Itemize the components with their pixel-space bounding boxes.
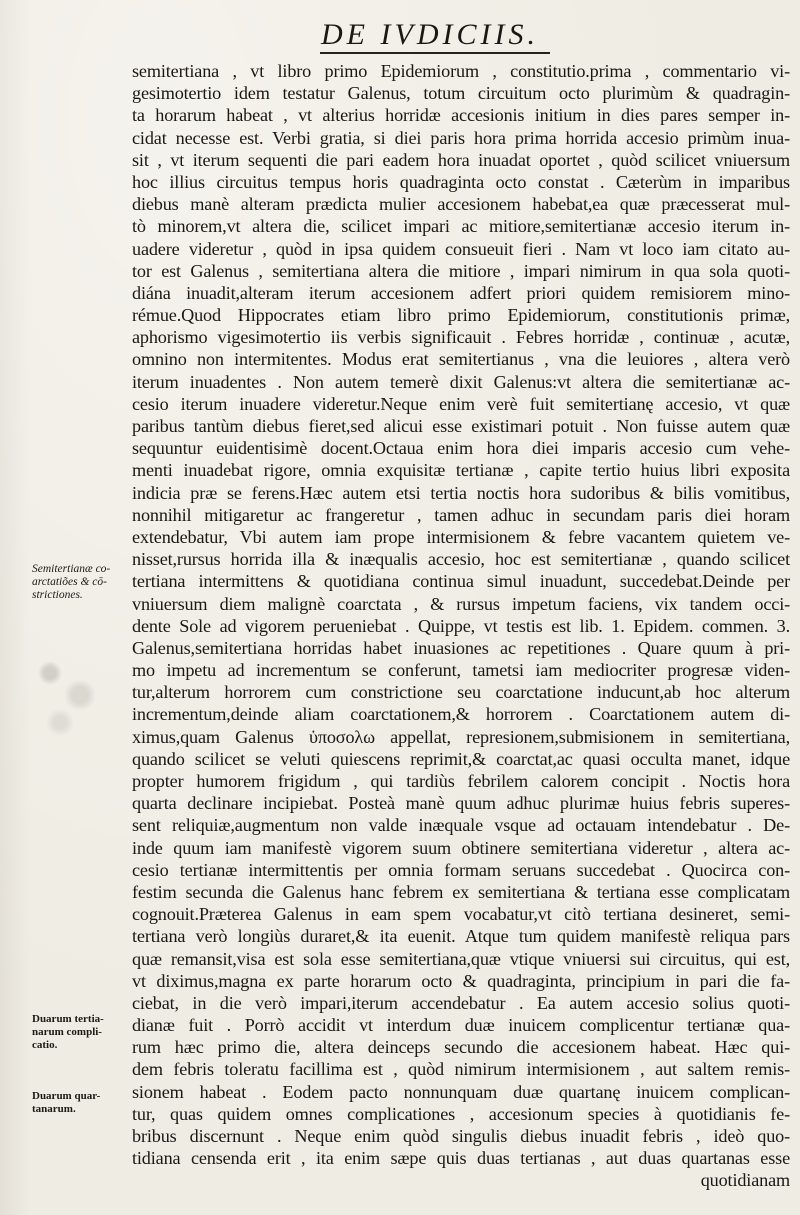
text-line: aphorismo vigesimotertio iis verbis significauit . Febres horridæ , continuæ , acutæ, bbox=[132, 327, 790, 348]
text-line: ciebat, in die verò impari,iterum accendebatur . Ea autem accesio solius quoti- bbox=[132, 992, 790, 1013]
margin-note-duarum-tertianarum bbox=[32, 1013, 132, 1052]
text-line: uadere videretur , quòd in ipsa quidem consueuit fieri . Nam vt loco iam citato au- bbox=[132, 238, 790, 259]
margin-note-line: Duarum tertia- bbox=[32, 1013, 104, 1025]
running-head bbox=[300, 18, 560, 52]
margin-note-duarum-quartanarum bbox=[32, 1090, 132, 1116]
text-line: Galenus,semitertiana horridas habet inuasiones ac repetitiones . Quare quum à pri- bbox=[132, 637, 790, 658]
text-line: vt diximus,magna ex parte horarum octo & quadraginta, principium in pari die fa- bbox=[132, 970, 790, 991]
text-line: nonnihil mitigaretur ac frangeretur , tamen adhuc in secundam paris diei horam bbox=[132, 504, 790, 525]
text-line: dem febris toleratu facillima est , quòd nimirum intermisionem , aut saltem remis- bbox=[132, 1059, 790, 1080]
text-line: nisset,rursus horrida illa & inæqualis accesio, hoc est semitertianæ , quando scilicet bbox=[132, 549, 790, 570]
page-stain bbox=[20, 640, 120, 750]
text-line: tidiana censenda erit , ita enim sæpe quis duas tertianas , aut duas quartanas esse bbox=[132, 1148, 790, 1169]
text-line: semitertiana , vt libro primo Epidemiorum , constitutio.prima , commentario vi- bbox=[132, 61, 790, 81]
text-line: ta horarum habeat , vt alterius horridæ accesionis initium in dies pares semper in- bbox=[132, 105, 790, 126]
margin-note-line: arctatiões & cō- bbox=[32, 576, 107, 588]
text-line: omnino non intermitentes. Modus erat semitertianus , vna die leuiores , altera verò bbox=[132, 349, 790, 370]
text-line: tur,alterum horrorem cum constrictione seu coarctatione inducunt,ab hoc alterum bbox=[132, 682, 790, 703]
text-line: diebus manè alteram prædicta mulier accesionem habebat,ea quæ præcesserat mul- bbox=[132, 194, 790, 215]
text-line: paribus tantùm diebus fieret,sed alicui esse existimari potuit . Non fuisse autem quæ bbox=[132, 416, 790, 436]
margin-note-line: narum compli- bbox=[32, 1026, 102, 1038]
text-line: festim secunda die Galenus hanc febrem ex semitertiana & tertiana esse complicatam bbox=[132, 881, 790, 902]
text-line: cesio iterum inuadere videretur.Neque enim verè fuit semitertianę accesio, vt quæ bbox=[132, 393, 790, 414]
text-line: extendebatur, Vbi autem iam prope intermisionem & febre vacantem quietem ve- bbox=[132, 526, 790, 547]
text-line: sit , vt iterum sequenti die pari eadem hora inuadat oportet , quòd scilicet vniuersum bbox=[132, 149, 790, 170]
margin-note-line: Duarum quar- bbox=[32, 1090, 101, 1102]
text-line: quarta declinare incipiebat. Posteà manè quum adhuc plurimæ huius febris superes- bbox=[132, 793, 790, 814]
text-line: tertiana verò longiùs duraret,& ita euenit. Atque tum quidem manifestè reliqua pars bbox=[132, 926, 790, 947]
text-line: sionem habeat . Eodem pacto nonnunquam duæ quartanę inuicem complican- bbox=[132, 1081, 790, 1102]
text-line: sent reliquiæ,augmentum non valde inæquale vsque ad octauam intendebatur . De- bbox=[132, 815, 790, 836]
margin-note-line: Semitertianæ co- bbox=[32, 563, 111, 575]
text-line: vniuersum diem malignè coarctata , & rursus impetum faciens, vix tandem occi- bbox=[132, 593, 790, 614]
text-line: quotidianam bbox=[700, 1170, 790, 1191]
text-line: sequuntur euidentisimè docent.Octaua enim hora diei imparis accesio cum vehe- bbox=[132, 438, 790, 459]
text-line: rémue.Quod Hippocrates etiam libro primo Epidemiorum, constitutionis primæ, bbox=[132, 305, 790, 326]
text-line: bribus discernunt . Neque enim quòd singulis diebus inuadit febris , ideò quo- bbox=[132, 1126, 790, 1146]
running-head-rule bbox=[320, 52, 550, 54]
text-line: tor est Galenus , semitertiana altera die mitiore , impari nimirum in qua sola quoti- bbox=[132, 260, 790, 281]
text-line: tò minorem,vt altera die, scilicet impari ac mitiore,semitertianæ accesio iterum in- bbox=[132, 216, 790, 237]
text-line: quæ remansit,visa est sola esse semitertiana,quæ vtique vniuersi sui circuitus, qui est, bbox=[132, 948, 790, 969]
running-head-text: DE IVDICIIS. bbox=[321, 18, 539, 51]
text-line: quando scilicet se veluti quiescens reprimit,& coarctat,ac quasi occulta manet, idque bbox=[132, 748, 790, 769]
text-line: cesio tertianæ intermittentis per omnia formam seruans succedebat . Quocirca con- bbox=[132, 859, 790, 880]
margin-note-line: strictiones. bbox=[32, 589, 83, 601]
text-line: incrementum,deinde aliam coarctationem,& horrorem . Coarctationem autem di- bbox=[132, 704, 790, 725]
margin-note-line: tanarum. bbox=[32, 1103, 76, 1115]
margin-note-line: catio. bbox=[32, 1039, 58, 1051]
text-line: cidat necesse est. Verbi gratia, si diei paris hora prima horrida accesio primùm inua- bbox=[132, 127, 790, 148]
text-line: mo impetu ad incrementum se conferunt, tametsi iam mediocriter progresæ viden- bbox=[132, 660, 790, 681]
text-line: gesimotertio idem testatur Galenus, totum circuitum octo plurimùm & quadragin- bbox=[132, 83, 790, 104]
main-text-column bbox=[132, 60, 790, 1192]
text-line: hoc illius circuitus tempus horis quadraginta octo constat . Cæterùm in imparibus bbox=[132, 171, 790, 192]
text-line: dianæ fuit . Porrò accidit vt interdum duæ inuicem complicentur tertianæ qua- bbox=[132, 1015, 790, 1036]
text-line: menti inuadebat rigore, omnia exquisitæ tertianæ , capite tertio huius libri exposita bbox=[132, 460, 790, 481]
text-line: tur, quas quidem omnes complicationes , accesionum species à quotidianis fe- bbox=[132, 1103, 790, 1124]
text-line: rum hæc primo die, altera deinceps secundo die accesionem habeat. Hæc qui- bbox=[132, 1037, 790, 1058]
text-line: tertiana intermittens & quotidiana continua simul inuadunt, succedebat.Deinde per bbox=[132, 571, 790, 592]
text-line: iterum inuadentes . Non autem temerè dixit Galenus:vt altera die semitertianæ ac- bbox=[132, 371, 790, 392]
text-line: dente Sole ad vigorem perueniebat . Quippe, vt testis est lib. 1. Epidem. commen. 3. bbox=[132, 615, 790, 636]
margin-note-semitertiana bbox=[32, 563, 132, 602]
text-line: ximus,quam Galenus ὑποσολω appellat, represionem,submisionem in semitertiana, bbox=[132, 726, 790, 747]
text-line: cognouit.Præterea Galenus in eam spem vocabatur,vt citò tertiana desineret, semi- bbox=[132, 904, 790, 925]
text-line: propter humorem frigidum , qui tardiùs febrilem calorem concipit . Noctis hora bbox=[132, 771, 790, 791]
text-line: indicia præ se ferens.Hæc autem etsi tertia noctis hora sudoribus & bilis vomitibus, bbox=[132, 482, 790, 503]
text-line: diána inuadit,alteram iterum accesionem adfert priori quidem remisiorem mino- bbox=[132, 282, 790, 303]
text-line: inde quum iam manifestè vigorem suum obtinere semitertiana videretur , altera ac- bbox=[132, 837, 790, 858]
